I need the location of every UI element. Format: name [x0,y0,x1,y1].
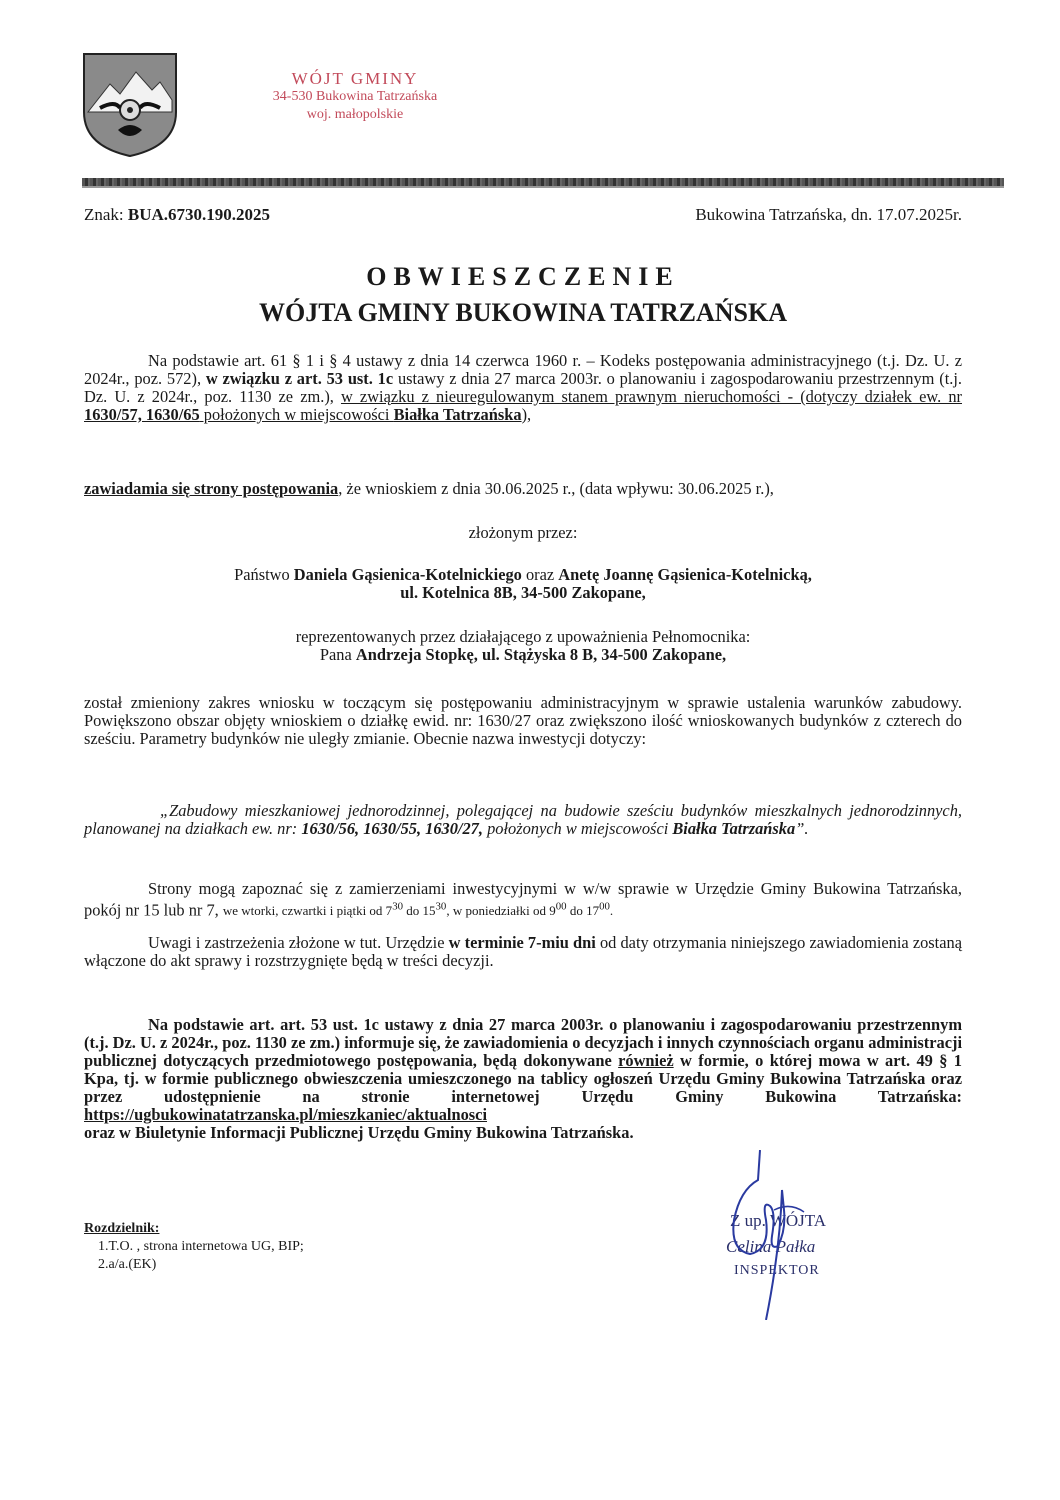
applicants: Państwo Daniela Gąsienica-Kotelnickiego oraz Anetę Joannę Gąsienica-Kotelnicką, ul. Kotelnica 8B, 34-500 Zakopane, [234,565,812,602]
scope-change-paragraph: został zmieniony zakres wniosku w toczącym się postępowaniu administracyjnym w sprawie ustalenia warunków zabudowy. Powiększono obszar objęty wnioskiem o działkę ewid. nr: 1630/27 oraz zwiększono ilość wnioskowanych budynków z czterech do sześciu. Parametry budynków nie uległy zmianie. Obecnie nazwa inwestycji dotyczy: [84,693,962,748]
investment-name: „Zabudowy mieszkaniowej jednorodzinnej, polegającej na budowie sześciu budynków mieszkalnych jednorodzinnych, planowanej na działkach ew. nr: 1630/56, 1630/55, 1630/27, położonych w miejscowości Białka Tatrzańska”. [84,801,962,838]
signature-block [700,1150,900,1320]
signature-line-3: INSPEKTOR [734,1263,820,1278]
signature-line-2: Celina Pałka [726,1237,816,1256]
stamp-line-3: woj. małopolskie [306,107,404,122]
representative: reprezentowanych przez działającego z upoważnienia Pełnomocnika: Pana Andrzeja Stopkę, ul. Stążyska 8 B, 34-500 Zakopane, [295,627,751,664]
stamp-line-2: 34-530 Bukowina Tatrzańska [272,89,438,104]
distribution-heading: Rozdzielnik: [84,1221,160,1236]
distribution-list [84,1220,304,1274]
remarks-paragraph: Uwagi i zastrzeżenia złożone w tut. Urzędzie w terminie 7-miu dni od daty otrzymania niniejszego zawiadomienia zostaną włączone do akt sprawy i rozstrzygnięte będą w treści decyzji. [84,933,962,970]
legal-basis-paragraph: Na podstawie art. 61 § 1 i § 4 ustawy z dnia 14 czerwca 1960 r. – Kodeks postępowania administracyjnego (t.j. Dz. U. z 2024r., poz. 572), w związku z art. 53 ust. 1c ustawy z dnia 27 marca 2003r. o planowaniu i zagospodarowaniu przestrzennym (t.j. Dz. U. z 2024r., poz. 1130 ze zm.), w związku z nieuregulowanym stanem prawnym nieruchomości - (dotyczy działek ew. nr 1630/57, 1630/65 położonych w miejscowości Białka Tatrzańska), [84,351,962,424]
distribution-item: 1.T.O. , strona internetowa UG, BIP; [98,1239,304,1254]
publication-paragraph: Na podstawie art. art. 53 ust. 1c ustawy z dnia 27 marca 2003r. o planowaniu i zagospodarowaniu przestrzennym (t.j. Dz. U. z 2024r., poz. 1130 ze zm.) informuje się, że zawiadomienia o decyzjach i innych czynnościach organu administracji publicznej dotyczących przedmiotowego postępowania, będą dokonywane również w formie, o której mowa w art. 49 § 1 Kpa, tj. w formie publicznego obwieszczenia umieszczonego na tablicy ogłoszeń Urzędu Gminy Bukowina Tatrzańska oraz przez udostępnienie na stronie internetowej Urzędu Gminy Bukowina Tatrzańska: https://ugbukowinatatrzanska.pl/mieszkaniec/aktualnosci oraz w Biuletynie Informacji Publicznej Urzędu Gminy Bukowina Tatrzańska. [84,1015,962,1142]
office-stamp [240,70,470,124]
notice-paragraph: zawiadamia się strony postępowania, że wnioskiem z dnia 30.06.2025 r., (data wpływu: 30.06.2025 r.), [84,479,774,498]
handwritten-signature-icon [700,1150,900,1320]
office-hours-paragraph: Strony mogą zapoznać się z zamierzeniami inwestycyjnymi w w/w sprawie w Urzędzie Gminy Bukowina Tatrzańska, pokój nr 15 lub nr 7, we wtorki, czwartki i piątki od $7^{30}$ do $15^{30}$, w poniedziałki od $9^{00}$ do $17^{00}$. [84,879,962,920]
submitted-by: złożonym przez: [468,523,578,542]
header-divider-thin [82,186,1004,188]
signature-line-1: Z up. WÓJTA [730,1211,827,1230]
reference-number: Znak: BUA.6730.190.2025 [84,205,271,224]
municipality-website-link[interactable]: https://ugbukowinatatrzanska.pl/mieszkaniec/aktualnosci [84,1105,488,1124]
stamp-line-1: WÓJT GMINY [291,69,419,88]
page-title: OBWIESZCZENIE [366,262,680,291]
coat-of-arms-icon [80,50,180,160]
place-date: Bukowina Tatrzańska, dn. 17.07.2025r. [695,205,962,224]
page-subtitle: WÓJTA GMINY BUKOWINA TATRZAŃSKA [258,298,787,327]
header-divider [82,178,1004,186]
distribution-item: 2.a/a.(EK) [98,1257,157,1272]
